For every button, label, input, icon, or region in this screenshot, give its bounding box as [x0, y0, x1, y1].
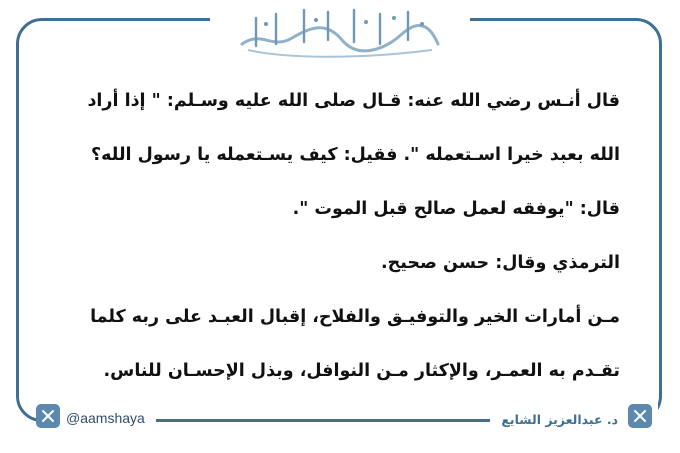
text-line-5: مـن أمارات الخير والتوفيـق والفلاح، إقبال العبـد على ربه كلما	[90, 307, 620, 327]
text-line-4: الترمذي وقال: حسن صحيح.	[380, 253, 620, 273]
author-name: د. عبدالعزيز الشايع	[501, 412, 618, 427]
hadith-text	[60, 88, 620, 412]
text-line-2: الله بعبد خيرا اسـتعمله ". فقيل: كيف يسـتعمله يا رسول الله؟	[91, 145, 620, 165]
x-logo-icon[interactable]	[628, 404, 652, 428]
text-line-3: قال: "يوفقه لعمل صالح قبل الموت ".	[292, 199, 620, 219]
text-line-1: قال أنـس رضي الله عنه: قـال صلى الله عليه وسـلم: " إذا أراد	[87, 91, 620, 111]
social-handle[interactable]: @aamshaya	[66, 410, 145, 426]
x-logo-icon[interactable]	[36, 404, 60, 428]
calligraphy-title-logo	[232, 0, 448, 62]
text-line-6: تقـدم به العمـر، والإكثار مـن النوافل، وبذل الإحسـان للناس.	[103, 361, 620, 381]
footer	[0, 400, 680, 446]
